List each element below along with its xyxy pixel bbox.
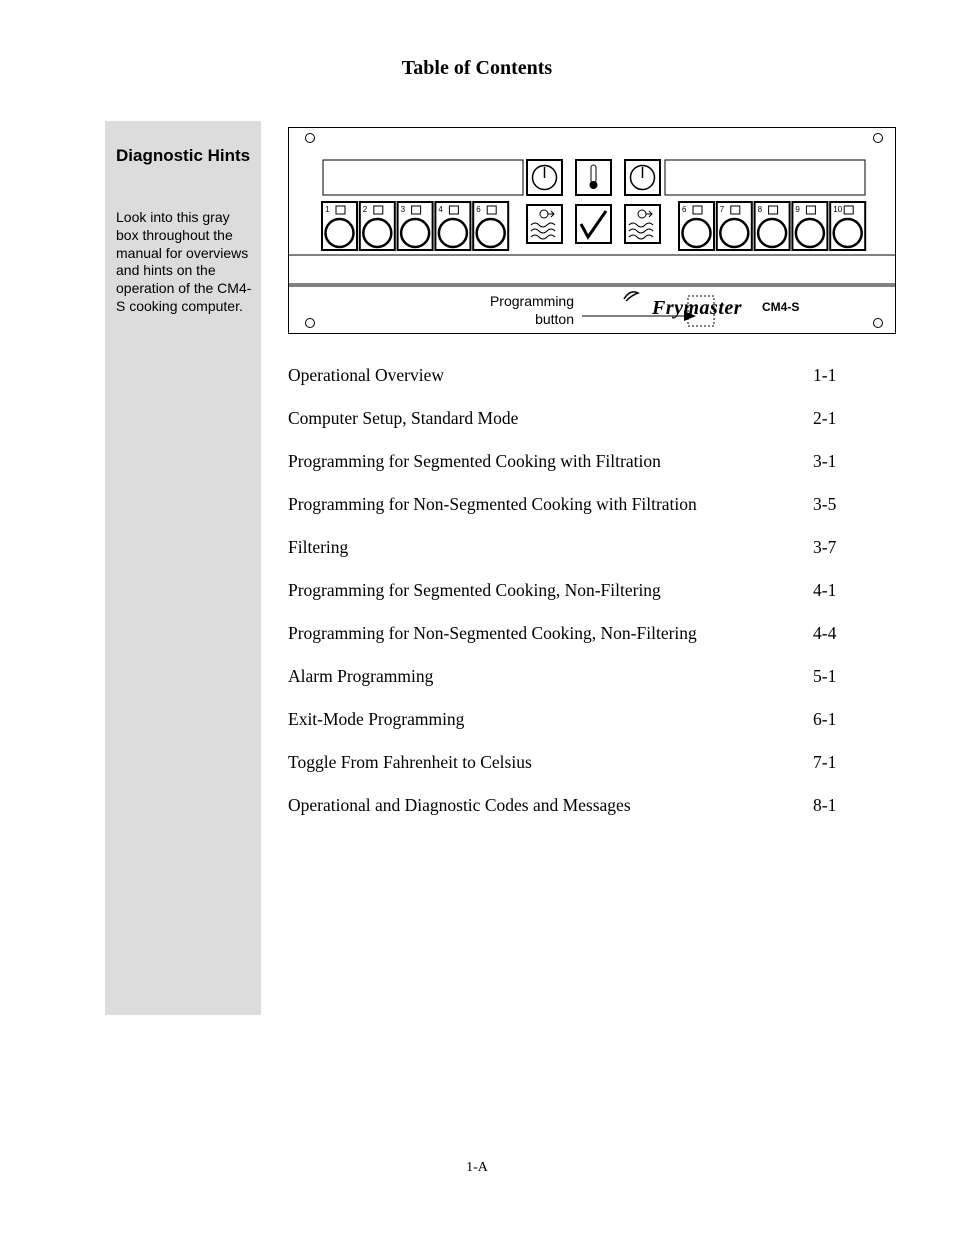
toc-entry <box>288 451 848 494</box>
toc-entry-title: Operational and Diagnostic Codes and Messages <box>288 795 631 815</box>
right-display <box>665 160 865 195</box>
left-filter-button <box>527 205 562 243</box>
right-product-key-number: 8 <box>757 205 763 214</box>
toc-entry-page: 4-1 <box>813 580 837 600</box>
left-power-button <box>527 160 562 195</box>
toc-entry-page: 4-4 <box>813 623 837 643</box>
toc-entry <box>288 795 848 838</box>
toc-entry-page: 6-1 <box>813 709 837 729</box>
right-product-key-number: 10 <box>833 205 843 214</box>
temperature-button <box>576 160 611 195</box>
left-product-key-number: 3 <box>400 205 406 214</box>
toc-entry <box>288 408 848 451</box>
computer-panel-diagram <box>288 127 896 334</box>
toc-entry-title: Computer Setup, Standard Mode <box>288 408 519 428</box>
page-number: 1-A <box>466 1160 488 1175</box>
toc-entry-page: 3-5 <box>813 494 837 514</box>
toc-entry-page: 8-1 <box>813 795 837 815</box>
sidebar-text: Look into this gray box throughout the manual for overviews and hints on the operation of the CM4-S cooking computer. <box>116 209 252 314</box>
left-product-key-number: 6 <box>476 205 481 214</box>
left-display <box>323 160 523 195</box>
toc-entry-title: Programming for Segmented Cooking with Filtration <box>288 451 661 471</box>
left-product-key-number: 1 <box>325 205 330 214</box>
right-power-button <box>625 160 660 195</box>
right-product-key-number: 6 <box>682 205 687 214</box>
page-title: Table of Contents <box>401 57 553 79</box>
left-product-key-number: 4 <box>438 205 443 214</box>
toc-entry <box>288 494 848 537</box>
toc-entry-title: Programming for Non-Segmented Cooking, Non-Filtering <box>288 623 697 643</box>
toc-entry-page: 1-1 <box>813 365 837 385</box>
toc-entry-page: 2-1 <box>813 408 837 428</box>
left-product-key-number: 2 <box>362 205 368 214</box>
toc-entry-page: 3-7 <box>813 537 837 557</box>
brand-logo: Frymaster <box>652 297 743 319</box>
toc-entry-page: 3-1 <box>813 451 837 471</box>
toc-entry-title: Toggle From Fahrenheit to Celsius <box>288 752 532 772</box>
toc-entry <box>288 709 848 752</box>
toc-entry <box>288 537 848 580</box>
model-label: CM4-S <box>762 300 800 314</box>
toc-entry-title: Filtering <box>288 537 349 557</box>
right-filter-button <box>625 205 660 243</box>
toc-entry <box>288 365 848 408</box>
toc-list <box>288 365 848 838</box>
toc-entry-page: 5-1 <box>813 666 837 686</box>
diagnostic-hints-box <box>105 121 261 1015</box>
toc-entry-title: Operational Overview <box>288 365 444 385</box>
toc-entry-title: Programming for Non-Segmented Cooking with Filtration <box>288 494 697 514</box>
toc-entry <box>288 752 848 795</box>
toc-entry-title: Alarm Programming <box>288 666 434 686</box>
sidebar-title: Diagnostic Hints <box>116 146 251 165</box>
right-product-key-number: 9 <box>795 205 800 214</box>
toc-entry-title: Programming for Segmented Cooking, Non-Filtering <box>288 580 661 600</box>
panel-drawing <box>288 127 896 334</box>
programming-button-label: Programming button <box>489 293 574 327</box>
toc-entry <box>288 580 848 623</box>
check-button <box>576 205 611 243</box>
right-product-key-number: 7 <box>719 205 725 214</box>
toc-entry-page: 7-1 <box>813 752 837 772</box>
toc-entry <box>288 666 848 709</box>
toc-entry-title: Exit-Mode Programming <box>288 709 465 729</box>
toc-entry <box>288 623 848 666</box>
